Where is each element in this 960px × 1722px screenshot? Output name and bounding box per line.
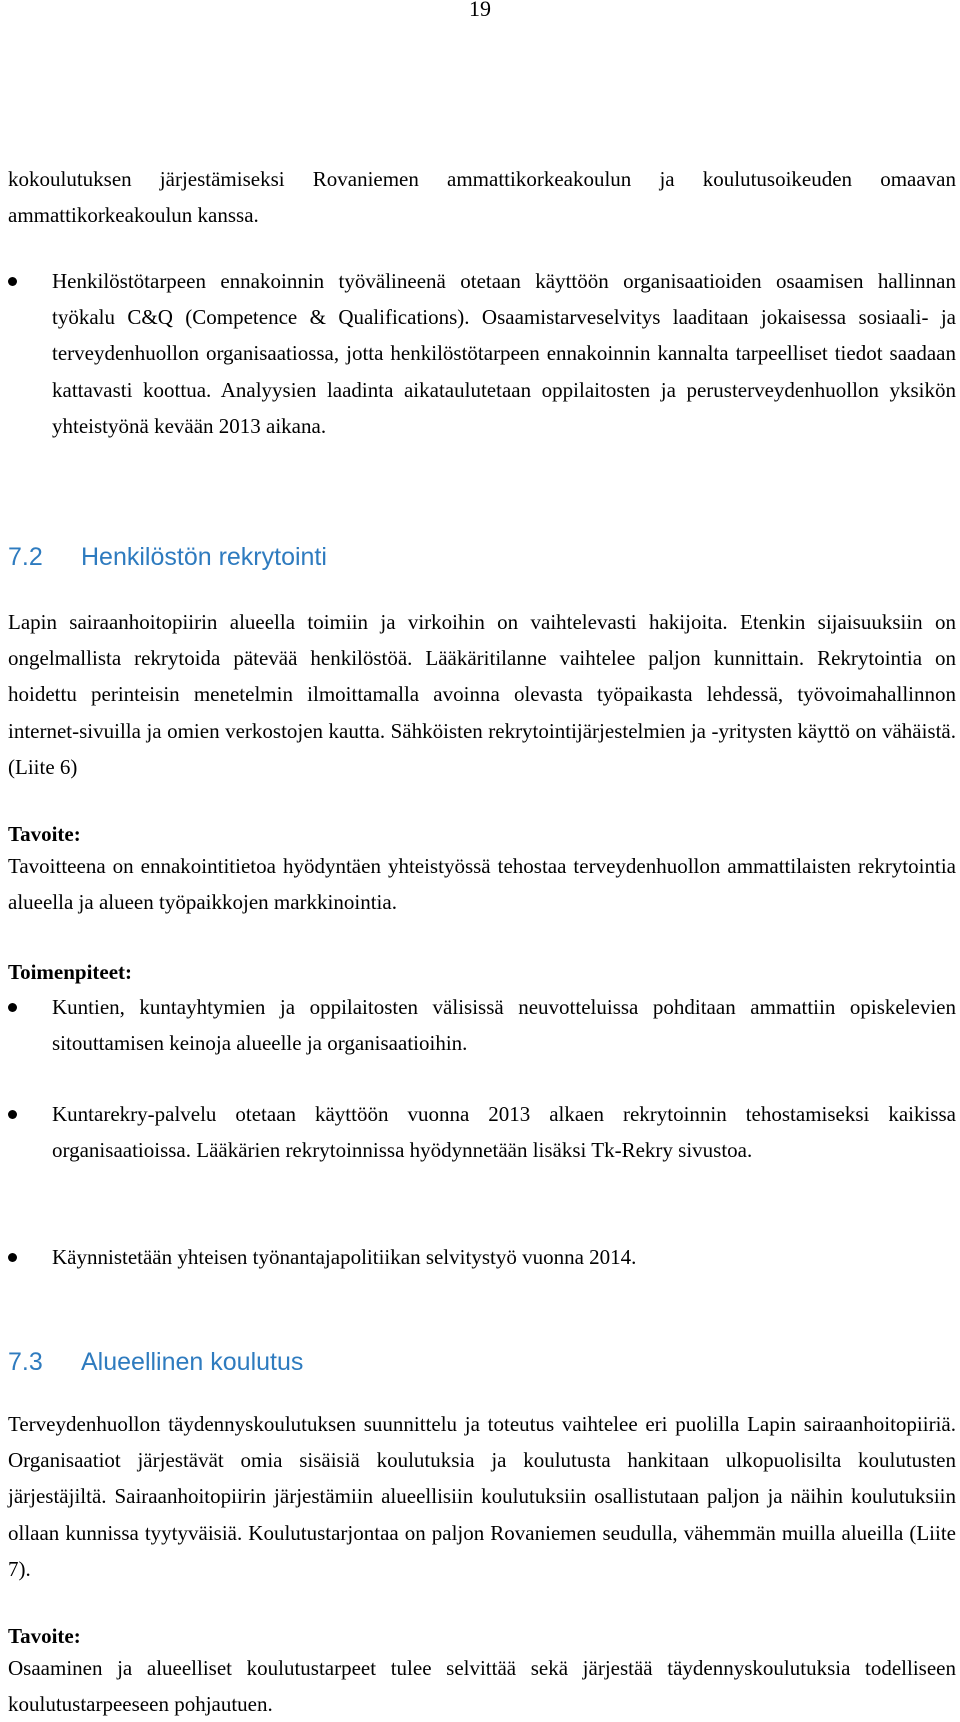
section-heading: [8, 1346, 303, 1378]
intro-paragraph: kokoulutuksen järjestämiseksi Rovaniemen ammattikorkeakoulun ja koulutusoikeuden omaavan ammattikorkeakoulun kanssa.: [8, 167, 956, 228]
section-number: 7.2: [8, 543, 43, 571]
section-title: Henkilöstön rekrytointi: [81, 543, 327, 571]
list-item-text: Kuntarekry-palvelu otetaan käyttöön vuonna 2013 alkaen rekrytoinnin tehostamiseksi kaikissa organisaatioissa. Lääkärien rekrytoinnissa hyödynnetään lisäksi Tk-Rekry sivustoa.: [52, 1102, 956, 1163]
bullet-icon: [8, 1253, 17, 1262]
list-item-text: Käynnistetään yhteisen työnantajapolitiikan selvitystyö vuonna 2014.: [52, 1245, 637, 1269]
section-paragraph: Terveydenhuollon täydennyskoulutuksen suunnittelu ja toteutus vaihtelee eri puolilla Lapin sairaanhoitopiiriä. Organisaatiot järjestävät omia sisäisiä koulutuksia ja koulutusta hankitaan ulkopuolisilta koulutusten järjestäjiltä. Sairaanhoitopiirin järjestämiin alueellisiin koulutuksiin osallistutaan paljon ja näihin koulutuksiin ollaan kunnissa tyytyväisiä. Koulutustarjontaa on paljon Rovaniemen seudulla, vähemmän muilla alueilla (Liite 7).: [8, 1412, 956, 1581]
page-number: 19: [469, 0, 491, 21]
goal-text: Osaaminen ja alueelliset koulutustarpeet tulee selvittää sekä järjestää täydennyskoulutuksia todelliseen koulutustarpeeseen pohjautuen.: [8, 1656, 956, 1717]
bullet-icon: [8, 1110, 17, 1119]
section-title: Alueellinen koulutus: [81, 1348, 304, 1376]
section-paragraph: Lapin sairaanhoitopiirin alueella toimiin ja virkoihin on vaihtelevasti hakijoita. Etenkin sijaisuuksiin on ongelmallista rekrytoida pätevää henkilöstöä. Lääkäritilanne vaihtelee paljon kunnittain. Rekrytointia on hoidettu perinteisin menetelmin ilmoittamalla avoinna olevasta työpaikasta lehdessä, työvoimahallinnon internet-sivuilla ja omien verkostojen kautta. Sähköisten rekrytointijärjestelmien ja -yritysten käyttö on vähäistä. (Liite 6): [8, 610, 956, 779]
list-item-text: Henkilöstötarpeen ennakoinnin työvälineenä otetaan käyttöön organisaatioiden osaamisen hallinnan työkalu C&Q (Competence & Qualifications). Osaamistarveselvitys laaditaan jokaisessa sosiaali- ja terveydenhuollon organisaatiossa, jotta henkilöstötarpeen ennakoinnin kannalta tarpeelliset tiedot saadaan kattavasti koottua. Analyysien laadinta aikataulutetaan oppilaitosten ja perusterveydenhuollon yksikön yhteistyönä kevään 2013 aikana.: [52, 269, 956, 438]
section-number: 7.3: [8, 1348, 43, 1376]
bullet-icon: [8, 277, 17, 286]
bullet-icon: [8, 1003, 17, 1012]
section-heading: [8, 541, 327, 573]
goal-label: Tavoite:: [8, 822, 81, 846]
actions-label: Toimenpiteet:: [8, 960, 133, 984]
goal-label: Tavoite:: [8, 1624, 81, 1648]
goal-text: Tavoitteena on ennakointitietoa hyödyntäen yhteistyössä tehostaa terveydenhuollon ammattilaisten rekrytointia alueella ja alueen työpaikkojen markkinointia.: [8, 854, 956, 915]
list-item-text: Kuntien, kuntayhtymien ja oppilaitosten välisissä neuvotteluissa pohditaan ammattiin opiskelevien sitouttamisen keinoja alueelle ja organisaatioihin.: [52, 995, 956, 1056]
